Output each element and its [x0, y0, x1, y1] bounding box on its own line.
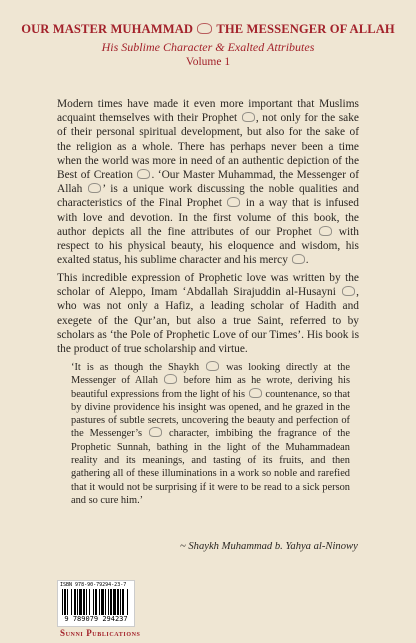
description-paragraph-1 — [57, 97, 359, 267]
isbn-number: 9 789079 294237 — [64, 615, 128, 623]
isbn-barcode — [57, 580, 135, 627]
honorific-seal-icon — [242, 112, 255, 122]
p1-text-f: with respect to his physical beauty, his eloquence and wisdom, his exalted status, his sublime character and his mercy — [57, 225, 359, 267]
barcode-stripe — [74, 589, 76, 615]
title-right: THE MESSENGER OF ALLAH — [216, 22, 395, 36]
barcode-stripe — [77, 589, 78, 615]
p1-text-e: in a way that is infused with love and devotion. In the first volume of this book, the author depicts all the fine attributes of our Prophet — [57, 197, 359, 238]
honorific-seal-icon — [249, 388, 262, 398]
barcode-stripe — [113, 589, 116, 615]
honorific-seal-icon — [342, 286, 355, 296]
barcode-stripe — [122, 589, 124, 615]
volume-label: Volume 1 — [185, 56, 231, 68]
p1-text-b: , not only for the sake of their personal spiritual development, but also for the sake of the religion as a whole. There has perhaps never been a time when the world was more in need of an authentic depiction of the Best of Creation — [57, 112, 359, 182]
honorific-seal-icon — [88, 183, 101, 193]
barcode-stripe — [64, 589, 66, 615]
honorific-seal-icon — [319, 226, 332, 236]
isbn-label: ISBN 978-90-79294-23-7 — [60, 582, 127, 588]
barcode-bars-graphic — [61, 589, 131, 615]
quote-attribution: ~ Shaykh Muhammad b. Yahya al-Ninowy — [180, 541, 358, 552]
cover-header — [0, 22, 416, 68]
title-left: OUR MASTER MUHAMMAD — [21, 22, 194, 36]
honorific-seal-icon — [206, 361, 219, 371]
barcode-stripe — [67, 589, 68, 615]
p1-text-a: Modern times have made it even more important that Muslims acquaint themselves with their Prophet — [57, 98, 359, 125]
barcode-stripe — [120, 589, 121, 615]
quote-text-a: ‘It is as though the Shaykh — [71, 362, 200, 373]
barcode-stripe — [117, 589, 119, 615]
barcode-stripe — [108, 589, 109, 615]
honorific-seal-icon — [292, 254, 305, 264]
barcode-stripe — [95, 589, 97, 615]
barcode-stripe — [86, 589, 87, 615]
barcode-stripe — [105, 589, 106, 615]
p2-text-b: , who was not only a Hafiz, a leading scholar of Hadith and exegete of the Qur’an, but also a true Saint, referred to by scholars as ‘the Pole of Prophetic Love of our Times’. His book is the product of true scholarship and virtue. — [57, 286, 359, 356]
barcode-stripe — [71, 589, 72, 615]
p1-text-g: . — [305, 254, 309, 267]
barcode-stripe — [99, 589, 100, 615]
barcode-stripe — [62, 589, 63, 615]
honorific-seal-icon — [149, 427, 162, 437]
endorsement-quote — [71, 361, 350, 507]
description-paragraph-2 — [57, 271, 359, 356]
book-subtitle: His Sublime Character & Exalted Attributes — [101, 40, 315, 54]
barcode-stripe — [83, 589, 85, 615]
quote-text-b: was looking directly at the Messenger of Allah — [71, 362, 350, 387]
barcode-stripe — [101, 589, 104, 615]
quote-text-c: before him as he wrote, deriving his beautiful expressions from the light of his — [71, 375, 350, 400]
book-title — [0, 22, 416, 37]
barcode-stripe — [79, 589, 82, 615]
barcode-stripe — [93, 589, 94, 615]
barcode-bars — [61, 589, 131, 615]
quote-text-d: countenance, so that by divine providence his insight was opened, and he grazed in the pastures of subtle secrets, uncovering the beauty and perfection of the Messenger’s — [71, 388, 350, 440]
p1-text-d: ’ is a unique work discussing the noble qualities and characteristics of the Final Prophet — [57, 183, 359, 210]
quote-text-e: character, imbibing the fragrance of the Prophetic Sunnah, bathing in the light of the Muhammadean reality and its meanings, and tasting of its fruits, and then gathering all of these illuminations in a work so noble and rarefied that it would not be surprising if it were to be read to a sick person and so cure him.’ — [71, 428, 350, 506]
barcode-stripe — [110, 589, 112, 615]
barcode-stripe — [89, 589, 90, 615]
p1-text-c: . ‘Our Master Muhammad, the Messenger of Allah — [57, 169, 359, 196]
honorific-seal-icon — [227, 197, 240, 207]
honorific-seal-icon — [137, 169, 150, 179]
honorific-seal-icon — [164, 374, 177, 384]
p2-text-a: This incredible expression of Prophetic love was written by the scholar of Aleppo, Imam ‘Abdallah Sirajuddin al-Husayni — [57, 272, 359, 299]
publisher-name: Sunni Publications — [60, 628, 141, 638]
barcode-stripe — [127, 589, 128, 615]
honorific-seal-icon — [197, 23, 212, 34]
